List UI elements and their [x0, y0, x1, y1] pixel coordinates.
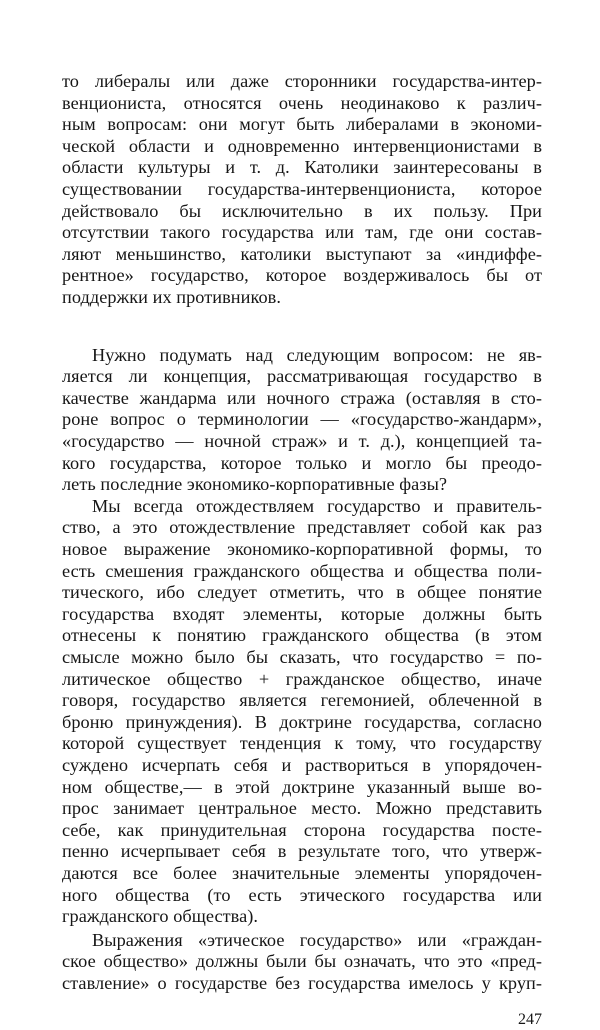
page-number: 247	[518, 1010, 542, 1028]
text-line: смысле можно было бы сказать, что государство = по-	[62, 647, 542, 667]
text-line: леть последние экономико-корпоративные фазы?	[62, 474, 448, 495]
text-line: даются все более значительные элементы упорядочен-	[62, 863, 542, 883]
text-line: ным вопросам: они могут быть либералами в экономи-	[62, 114, 542, 135]
text-line: то либералы или даже сторонники государства-интер-	[62, 71, 542, 91]
text-line: тического, ибо следует отметить, что в общее понятие	[62, 582, 542, 603]
text-line: отсутствии такого государства или там, где они состав-	[62, 222, 542, 243]
text-line: «государство — ночной страж» и т. д.), концепцией та-	[62, 431, 542, 451]
text-line: гражданского общества).	[62, 906, 259, 927]
text-line: ское общество» должны были бы означать, что это «пред-	[62, 951, 542, 972]
text-line: качестве жандарма или ночного стража (оставляя в сто-	[62, 387, 542, 408]
text-line: ного общества (то есть этического государства или	[62, 884, 542, 905]
text-line: говоря, государство является гегемонией, облеченной в	[62, 690, 542, 711]
text-line: литическое общество + гражданское общество, иначе	[62, 668, 542, 689]
text-line: себе, как принудительная сторона государства посте-	[62, 819, 542, 840]
text-line: Выражения «этическое государство» или «граждан-	[92, 929, 542, 950]
text-line: действовало бы исключительно в их пользу. При	[62, 200, 542, 221]
text-line: рентное» государство, которое воздерживалось бы от	[62, 265, 542, 286]
text-line: прос занимает центральное место. Можно представить	[62, 798, 542, 819]
text-line: роне вопрос о терминологии — «государство-жандарм»,	[62, 409, 542, 430]
text-line: отнесены к понятию гражданского общества (в этом	[62, 625, 542, 646]
text-line: новое выражение экономико-корпоративной формы, то	[62, 539, 542, 559]
text-line: есть смешения гражданского общества и общества поли-	[62, 560, 542, 581]
text-line: Мы всегда отождествляем государство и правитель-	[92, 495, 542, 516]
text-line: броню принуждения). В доктрине государства, согласно	[62, 711, 542, 732]
text-line: Нужно подумать над следующим вопросом: не яв-	[92, 344, 542, 365]
text-line: суждено исчерпать себя и раствориться в упорядочен-	[62, 755, 542, 775]
text-line: кого государства, которое только и могло бы преодо-	[62, 452, 542, 473]
text-line: ставление» о государстве без государства имелось у круп-	[62, 973, 542, 993]
text-line: существовании государства-интервенциониста, которое	[62, 179, 542, 199]
text-line: пенно исчерпывает себя в результате того, что утверж-	[62, 841, 542, 862]
text-line: ческой области и одновременно интервенционистами в	[62, 135, 542, 156]
text-line: ство, а это отождествление представляет собой как раз	[62, 517, 542, 538]
text-line: которой существует тенденция к тому, что государству	[62, 733, 542, 754]
text-line: поддержки их противников.	[62, 287, 281, 307]
text-line: ляют меньшинство, католики выступают за «индиффе-	[62, 243, 542, 264]
text-line: государства входят элементы, которые должны быть	[62, 603, 542, 624]
text-line: венциониста, относятся очень неодинаково к различ-	[62, 92, 542, 113]
text-line: области культуры и т. д. Католики заинтересованы в	[62, 157, 542, 178]
text-line: ном обществе,— в этой доктрине указанный выше во-	[62, 776, 542, 797]
text-line: ляется ли концепция, рассматривающая государство в	[62, 366, 542, 387]
